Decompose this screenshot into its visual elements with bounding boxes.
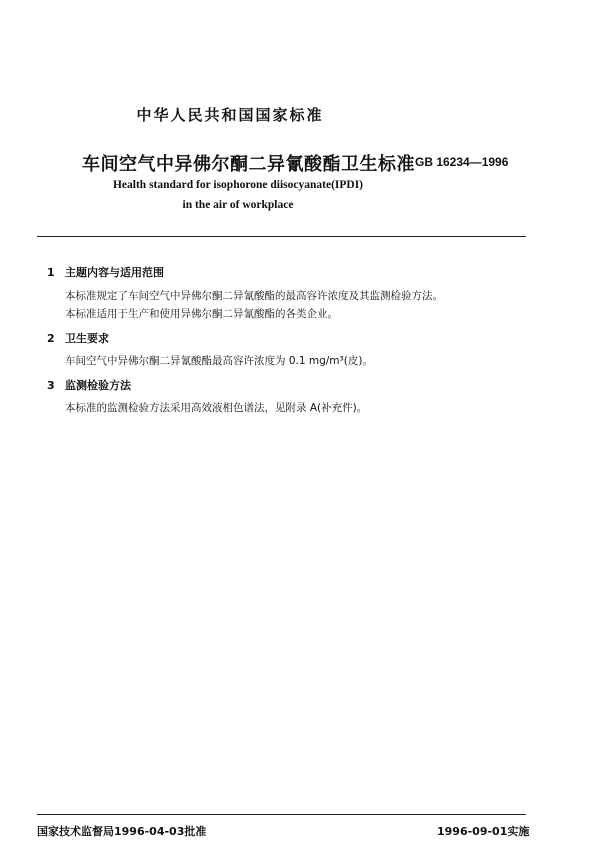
section-3-paragraph-1: 本标准的监测检验方法采用高效液相色谱法，见附录 A(补充件)。 <box>65 402 368 414</box>
section-1-heading <box>47 264 164 280</box>
effective-date: 1996-09-01实施 <box>437 825 530 838</box>
section-title: 监测检验方法 <box>65 379 131 392</box>
section-number: 3 <box>47 379 55 392</box>
header-divider <box>37 236 526 237</box>
section-2-heading <box>47 330 109 346</box>
standard-title-en-line2: in the air of workplace <box>182 199 294 211</box>
standard-title-en-line1: Health standard for isophorone diisocyanate(IPDI) <box>112 179 364 191</box>
national-standard-heading: 中华人民共和国国家标准 <box>136 106 324 124</box>
section-number: 2 <box>47 332 55 345</box>
section-3-heading <box>47 377 131 393</box>
section-1-paragraph-2: 本标准适用于生产和使用异佛尔酮二异氰酸酯的各类企业。 <box>65 308 338 320</box>
section-number: 1 <box>47 266 55 279</box>
footer-divider <box>37 814 526 815</box>
standard-code: GB 16234—1996 <box>415 155 509 169</box>
section-2-paragraph-1: 车间空气中异佛尔酮二异氰酸酯最高容许浓度为 0.1 mg/m³(皮)。 <box>65 355 373 367</box>
standard-title-cn: 车间空气中异佛尔酮二异氰酸酯卫生标准 <box>82 154 415 175</box>
approval-date: 国家技术监督局1996-04-03批准 <box>37 825 207 838</box>
section-title: 卫生要求 <box>65 332 109 345</box>
section-title: 主题内容与适用范围 <box>65 266 164 279</box>
section-1-paragraph-1: 本标准规定了车间空气中异佛尔酮二异氰酸酯的最高容许浓度及其监测检验方法。 <box>65 290 443 302</box>
